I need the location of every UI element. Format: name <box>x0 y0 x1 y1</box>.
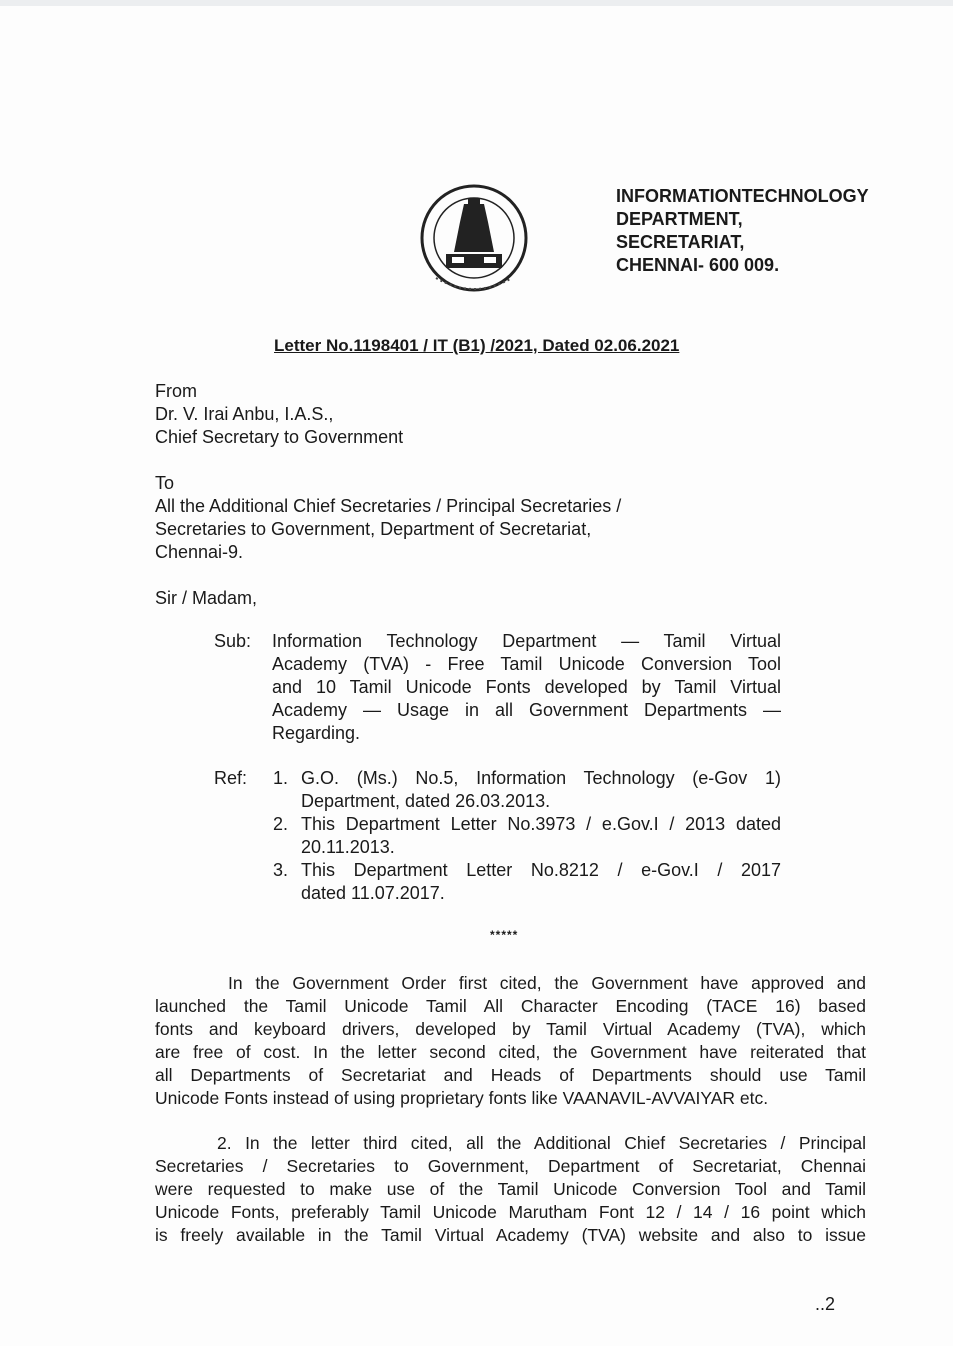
address-line: DEPARTMENT, <box>616 209 743 229</box>
reference-line: This Department Letter No.3973 / e.Gov.I / 2013 dated <box>301 814 781 834</box>
paragraph-line: Unicode Fonts instead of using proprietary fonts like VAANAVIL-AVVAIYAR etc. <box>155 1088 769 1108</box>
tamil-nadu-government-seal <box>416 182 532 298</box>
reference-number: 2. <box>273 814 289 834</box>
page-continuation: ..2 <box>815 1294 836 1314</box>
reference-line: G.O. (Ms.) No.5, Information Technology (e-Gov 1) <box>301 768 781 788</box>
paragraph-line: Unicode Fonts, preferably Tamil Unicode Marutham Font 12 / 14 / 16 point which <box>155 1202 866 1222</box>
to-label: To <box>155 473 175 493</box>
reference-item <box>273 767 781 813</box>
paragraph-line: 2. In the letter third cited, all the Additional Chief Secretaries / Principal <box>217 1133 866 1153</box>
subject-line: Information Technology Department — Tamil Virtual <box>272 631 781 651</box>
reference-line: dated 11.07.2017. <box>301 883 445 903</box>
department-address <box>616 185 869 277</box>
to-line: All the Additional Chief Secretaries / Principal Secretaries / <box>155 496 622 516</box>
paragraph-2 <box>155 1132 866 1247</box>
address-line: INFORMATIONTECHNOLOGY <box>616 186 869 206</box>
reference-number: 1. <box>273 768 289 788</box>
viewer-top-bar <box>0 0 953 6</box>
subject-text <box>272 630 781 745</box>
subject-line: Regarding. <box>272 723 361 743</box>
salutation: Sir / Madam, <box>155 588 258 608</box>
from-label: From <box>155 381 197 401</box>
to-line: Secretaries to Government, Department of Secretariat, <box>155 519 592 539</box>
subject-label: Sub: <box>214 631 252 651</box>
reference-number: 3. <box>273 860 289 880</box>
reference-line: This Department Letter No.8212 / e-Gov.I / 2017 <box>301 860 781 880</box>
paragraph-1 <box>155 972 866 1110</box>
reference-line: 20.11.2013. <box>301 837 395 857</box>
paragraph-line: launched the Tamil Unicode Tamil All Character Encoding (TACE 16) based <box>155 996 866 1016</box>
paragraph-line: is freely available in the Tamil Virtual Academy (TVA) website and also to issue <box>155 1225 866 1245</box>
reference-label: Ref: <box>214 768 248 788</box>
paragraph-line: are free of cost. In the letter second cited, the Government have reiterated that <box>155 1042 866 1062</box>
paragraph-line: In the Government Order first cited, the Government have approved and <box>228 973 866 993</box>
to-block <box>155 472 621 564</box>
section-separator: ***** <box>490 928 519 942</box>
paragraph-line: Secretaries / Secretaries to Government, Department of Secretariat, Chennai <box>155 1156 866 1176</box>
reference-list <box>273 767 781 905</box>
from-line: Dr. V. Irai Anbu, I.A.S., <box>155 404 334 424</box>
subject-line: and 10 Tamil Unicode Fonts developed by Tamil Virtual <box>272 677 781 697</box>
subject-line: Academy — Usage in all Government Departments — <box>272 700 781 720</box>
paragraph-line: all Departments of Secretariat and Heads of Departments should use Tamil <box>155 1065 866 1085</box>
subject-line: Academy (TVA) - Free Tamil Unicode Conversion Tool <box>272 654 781 674</box>
from-line: Chief Secretary to Government <box>155 427 404 447</box>
letter-title: Letter No.1198401 / IT (B1) /2021, Dated 02.06.2021 <box>274 336 680 355</box>
paragraph-line: were requested to make use of the Tamil Unicode Conversion Tool and Tamil <box>155 1179 866 1199</box>
reference-item <box>273 859 781 905</box>
address-line: SECRETARIAT, <box>616 232 745 252</box>
reference-line: Department, dated 26.03.2013. <box>301 791 551 811</box>
from-block <box>155 380 403 449</box>
to-line: Chennai-9. <box>155 542 244 562</box>
reference-item <box>273 813 781 859</box>
paragraph-line: fonts and keyboard drivers, developed by Tamil Virtual Academy (TVA), which <box>155 1019 866 1039</box>
address-line: CHENNAI- 600 009. <box>616 255 780 275</box>
